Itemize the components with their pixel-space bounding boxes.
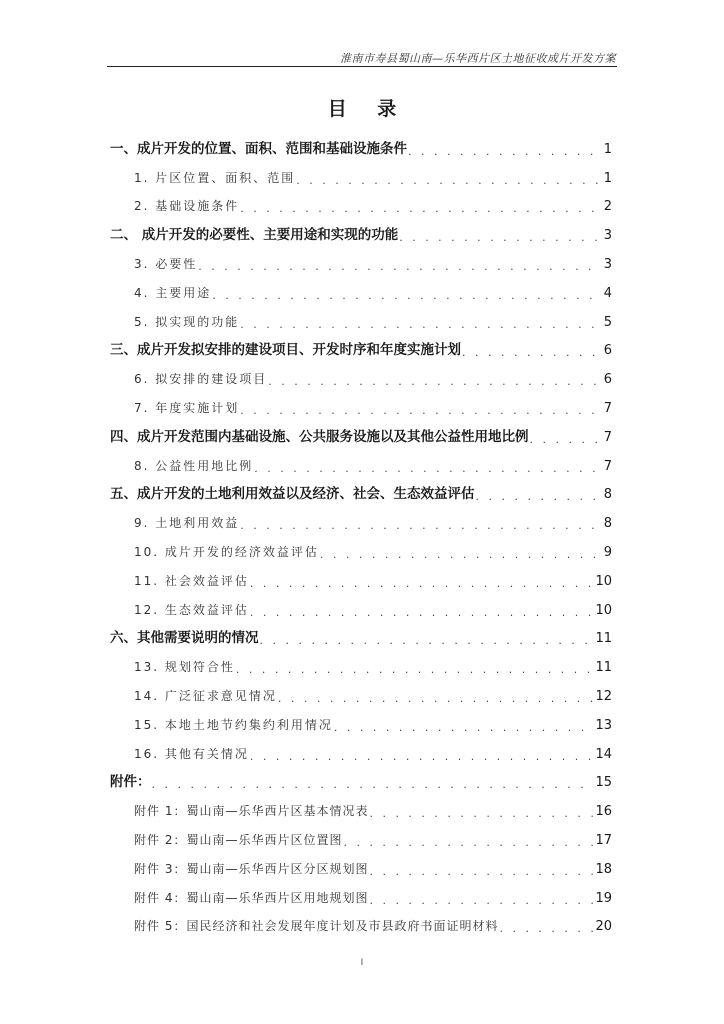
toc-entry-page: 11: [595, 631, 612, 647]
toc-entry[interactable]: [110, 848, 612, 877]
toc-entry-page: 18: [595, 861, 612, 877]
toc-entry-page: 10: [595, 602, 612, 618]
toc-leader-dots: [268, 376, 601, 387]
toc-entry-label: 14. 广泛征求意见情况: [134, 688, 277, 703]
toc-leader-dots: [240, 520, 601, 531]
toc-entry-label: 3. 必要性: [134, 256, 198, 271]
table-of-contents: [110, 128, 612, 934]
toc-entry[interactable]: [110, 243, 612, 272]
toc-entry[interactable]: [110, 358, 612, 387]
toc-entry[interactable]: [110, 704, 612, 733]
toc-entry-label: 15. 本地土地节约集约利用情况: [134, 717, 333, 732]
toc-leader-dots: [250, 751, 594, 762]
toc-entry[interactable]: [110, 877, 612, 906]
toc-entry-page: 11: [595, 660, 612, 676]
toc-leader-dots: [240, 405, 601, 416]
toc-entry-label: 一、成片开发的位置、面积、范围和基础设施条件: [110, 140, 407, 157]
toc-entry-label: 8. 公益性用地比例: [134, 458, 254, 473]
toc-entry[interactable]: [110, 301, 612, 330]
toc-entry[interactable]: [110, 733, 612, 762]
toc-entry[interactable]: [110, 272, 612, 301]
toc-entry-label: 7. 年度实施计划: [134, 400, 240, 415]
toc-leader-dots: [278, 693, 594, 704]
toc-entry[interactable]: [110, 502, 612, 531]
toc-leader-dots: [462, 347, 602, 358]
toc-entry-page: 7: [603, 400, 612, 416]
toc-leader-dots: [369, 895, 593, 906]
toc-leader-dots: [476, 491, 602, 502]
toc-leader-dots: [198, 261, 601, 272]
toc-entry-label: 1. 片区位置、面积、范围: [134, 170, 296, 185]
toc-entry-page: 3: [603, 256, 612, 272]
header-divider: [107, 66, 617, 67]
toc-entry[interactable]: [110, 906, 612, 935]
toc-entry-page: 15: [595, 775, 612, 791]
toc-entry[interactable]: [110, 589, 612, 618]
footer-page-number: I: [360, 958, 364, 968]
toc-entry-label: 四、成片开发范围内基础设施、公共服务设施以及其他公益性用地比例: [110, 428, 529, 445]
toc-leader-dots: [260, 635, 594, 646]
toc-entry-label: 9. 土地利用效益: [134, 516, 240, 531]
toc-entry-label: 附件 5：国民经济和社会发展年度计划及市县政府书面证明材料: [134, 919, 499, 934]
toc-entry-page: 4: [603, 285, 612, 301]
toc-entry[interactable]: [110, 157, 612, 186]
toc-entry-label: 附件 4：蜀山南—乐华西片区用地规划图: [134, 890, 369, 905]
toc-entry[interactable]: [110, 330, 612, 359]
toc-leader-dots: [240, 203, 601, 214]
toc-entry-page: 8: [603, 516, 612, 532]
toc-entry-label: 13. 规划符合性: [134, 660, 235, 675]
toc-entry[interactable]: [110, 474, 612, 503]
toc-leader-dots: [250, 578, 594, 589]
toc-entry-label: 附件 2：蜀山南—乐华西片区位置图: [134, 832, 343, 847]
toc-entry-page: 12: [595, 688, 612, 704]
toc-entry[interactable]: [110, 128, 612, 157]
toc-entry[interactable]: [110, 214, 612, 243]
toc-entry-label: 五、成片开发的土地利用效益以及经济、社会、生态效益评估: [110, 486, 475, 503]
toc-entry[interactable]: [110, 445, 612, 474]
toc-entry-label: 附件 1：蜀山南—乐华西片区基本情况表: [134, 804, 369, 819]
toc-entry-page: 9: [603, 544, 612, 560]
toc-leader-dots: [369, 866, 593, 877]
toc-entry-label: 10. 成片开发的经济效益评估: [134, 544, 319, 559]
toc-leader-dots: [152, 779, 594, 790]
toc-leader-dots: [408, 146, 602, 157]
toc-entry-label: 附件：: [110, 774, 151, 791]
toc-entry-page: 3: [603, 228, 612, 244]
toc-entry-page: 6: [603, 372, 612, 388]
toc-leader-dots: [236, 664, 594, 675]
toc-entry[interactable]: [110, 762, 612, 791]
toc-leader-dots: [334, 722, 594, 733]
toc-leader-dots: [530, 434, 602, 445]
toc-entry-label: 5. 拟实现的功能: [134, 314, 240, 329]
toc-entry-page: 7: [603, 458, 612, 474]
toc-entry-page: 16: [595, 804, 612, 820]
toc-entry-label: 16. 其他有关情况: [134, 746, 249, 761]
toc-leader-dots: [250, 607, 594, 618]
toc-leader-dots: [499, 923, 593, 934]
toc-entry[interactable]: [110, 819, 612, 848]
toc-entry[interactable]: [110, 531, 612, 560]
toc-leader-dots: [399, 232, 602, 243]
toc-entry-label: 4. 主要用途: [134, 285, 212, 300]
toc-entry-page: 6: [603, 343, 612, 359]
toc-entry-page: 5: [603, 314, 612, 330]
toc-entry-page: 10: [595, 573, 612, 589]
toc-entry-page: 19: [595, 890, 612, 906]
toc-entry[interactable]: [110, 560, 612, 589]
toc-entry-page: 8: [603, 487, 612, 503]
toc-entry-label: 六、其他需要说明的情况: [110, 630, 259, 647]
toc-entry-page: 2: [603, 199, 612, 215]
toc-entry-page: 14: [595, 746, 612, 762]
toc-title: 目 录: [327, 98, 409, 120]
toc-entry[interactable]: [110, 387, 612, 416]
toc-entry-page: 17: [595, 832, 612, 848]
toc-entry-page: 1: [603, 170, 612, 186]
toc-leader-dots: [240, 319, 601, 330]
toc-entry-label: 6. 拟安排的建设项目: [134, 372, 268, 387]
toc-entry-page: 13: [595, 717, 612, 733]
toc-leader-dots: [320, 549, 602, 560]
toc-entry[interactable]: [110, 646, 612, 675]
toc-leader-dots: [369, 808, 593, 819]
toc-leader-dots: [343, 837, 593, 848]
toc-leader-dots: [254, 463, 601, 474]
toc-entry[interactable]: [110, 675, 612, 704]
toc-entry[interactable]: [110, 186, 612, 215]
toc-entry-label: 附件 3：蜀山南—乐华西片区分区规划图: [134, 861, 369, 876]
toc-entry-page: 1: [603, 141, 612, 157]
toc-leader-dots: [212, 290, 601, 301]
toc-entry[interactable]: [110, 790, 612, 819]
toc-entry-page: 7: [603, 429, 612, 445]
running-header: 淮南市寿县蜀山南—乐华西片区土地征收成片开发方案: [340, 52, 616, 65]
toc-entry[interactable]: [110, 618, 612, 647]
toc-entry-label: 11. 社会效益评估: [134, 573, 249, 588]
toc-entry-page: 20: [595, 919, 612, 935]
toc-entry-label: 二、 成片开发的必要性、主要用途和实现的功能: [110, 227, 399, 244]
toc-leader-dots: [296, 175, 601, 186]
toc-entry[interactable]: [110, 416, 612, 445]
toc-entry-label: 2. 基础设施条件: [134, 199, 240, 214]
toc-entry-label: 三、成片开发拟安排的建设项目、开发时序和年度实施计划: [110, 342, 461, 359]
toc-entry-label: 12. 生态效益评估: [134, 602, 249, 617]
